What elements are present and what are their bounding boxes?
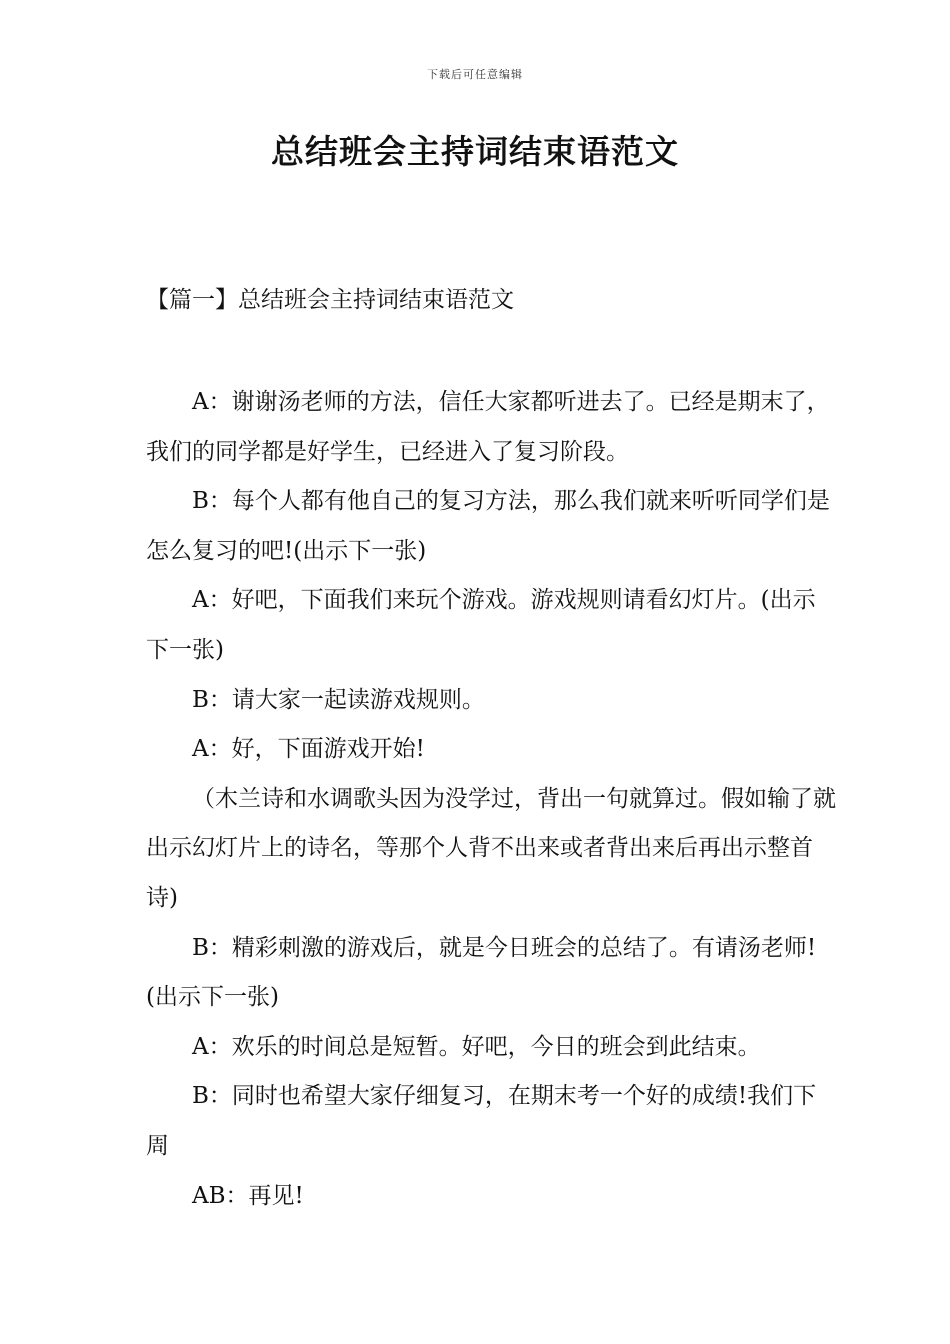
paragraph: A：好吧，下面我们来玩个游戏。游戏规则请看幻灯片。(出示下一张) — [146, 587, 816, 663]
paragraph: AB：再见! — [192, 1182, 304, 1209]
paragraph: B：精彩刺激的游戏后，就是今日班会的总结了。有请汤老师!(出示下一张) — [146, 934, 817, 1011]
paragraph: A：欢乐的时间总是短暂。好吧，今日的班会到此结束。 — [192, 1033, 761, 1060]
header-note: 下载后可任意编辑 — [427, 68, 523, 81]
paragraph: （木兰诗和水调歌头因为没学过，背出一句就算过。假如输了就出示幻灯片上的诗名，等那个人背不出来或者背出来后再出示整首诗) — [146, 785, 836, 911]
paragraph: B：每个人都有他自己的复习方法，那么我们就来听听同学们是怎么复习的吧!(出示下一张) — [146, 488, 830, 564]
paragraph: B：请大家一起读游戏规则。 — [192, 686, 485, 713]
document-body — [146, 378, 836, 1221]
document-title: 总结班会主持词结束语范文 — [271, 132, 679, 171]
paragraph: A：谢谢汤老师的方法，信任大家都听进去了。已经是期末了，我们的同学都是好学生，已经进入了复习阶段。 — [146, 389, 830, 465]
paragraph: A：好，下面游戏开始! — [192, 736, 425, 763]
paragraph: B：同时也希望大家仔细复习，在期末考一个好的成绩!我们下周 — [146, 1083, 817, 1159]
section-heading: 【篇一】总结班会主持词结束语范文 — [146, 287, 514, 313]
